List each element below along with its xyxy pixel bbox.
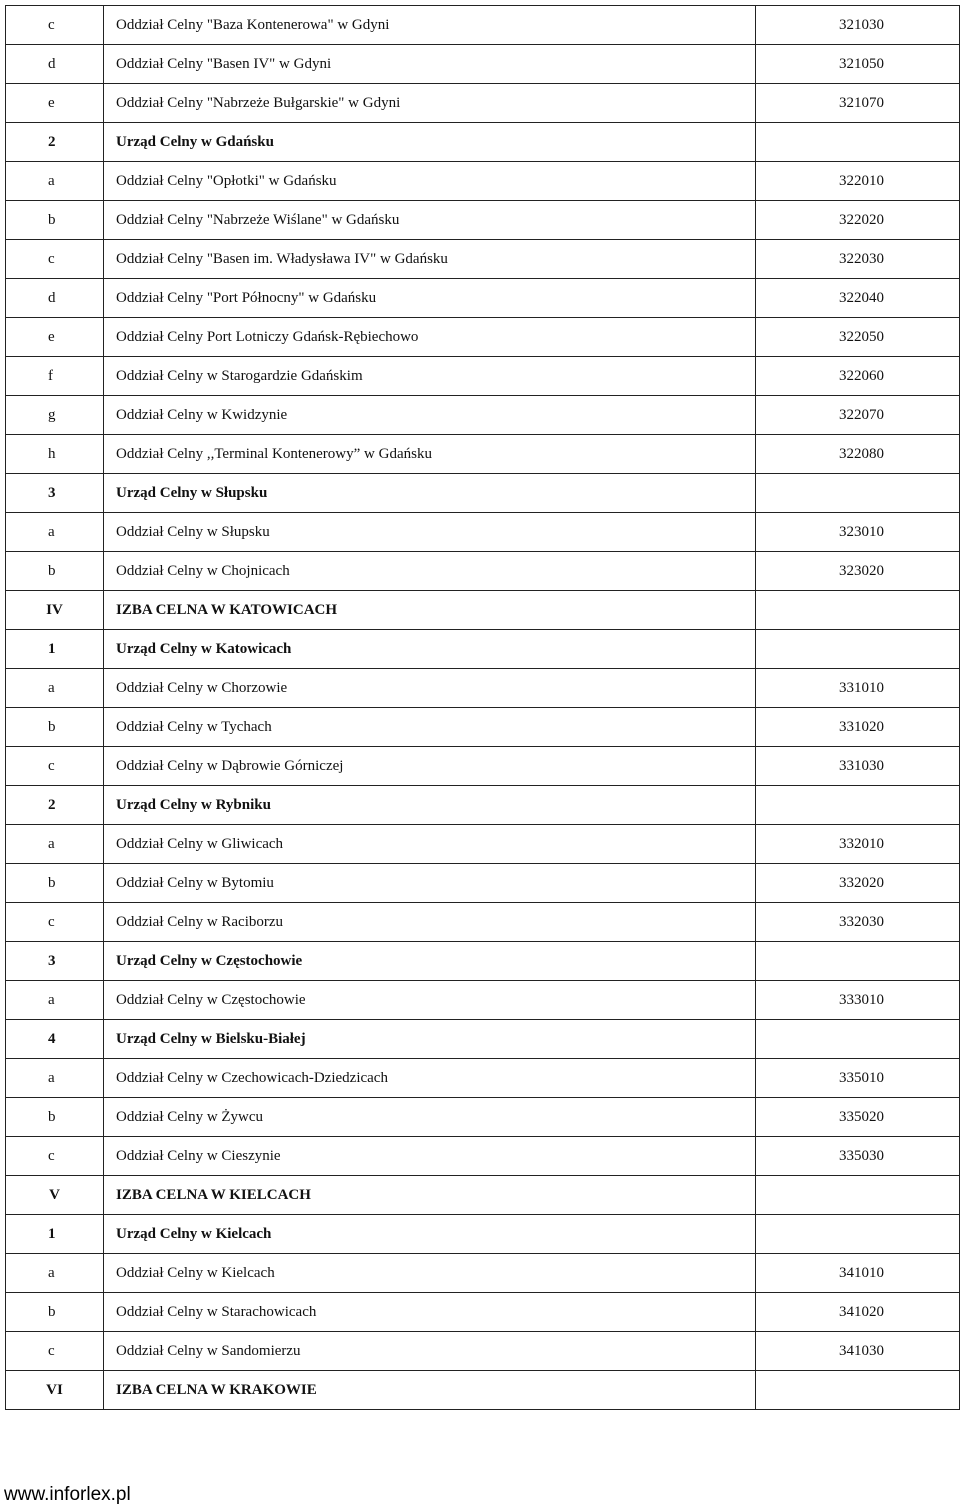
table-row <box>6 1176 960 1215</box>
row-name-cell: Urząd Celny w Słupsku <box>104 474 756 513</box>
table-row <box>6 123 960 162</box>
table-row <box>6 1137 960 1176</box>
row-letter-cell: 2 <box>6 786 104 825</box>
table-row <box>6 45 960 84</box>
row-code-cell <box>756 942 960 981</box>
row-letter-cell: IV <box>6 591 104 630</box>
row-code-cell: 321030 <box>756 6 960 45</box>
row-name-cell: Oddział Celny "Opłotki" w Gdańsku <box>104 162 756 201</box>
row-letter-cell: a <box>6 513 104 552</box>
table-row <box>6 1020 960 1059</box>
row-name-cell: Oddział Celny w Kielcach <box>104 1254 756 1293</box>
row-name-cell: Oddział Celny w Cieszynie <box>104 1137 756 1176</box>
row-letter-cell: a <box>6 162 104 201</box>
row-code-cell: 331030 <box>756 747 960 786</box>
row-code-cell: 335030 <box>756 1137 960 1176</box>
row-letter-cell: c <box>6 1332 104 1371</box>
row-name-cell: Oddział Celny w Żywcu <box>104 1098 756 1137</box>
row-code-cell <box>756 1176 960 1215</box>
row-name-cell: Oddział Celny w Bytomiu <box>104 864 756 903</box>
row-name-cell: Oddział Celny w Częstochowie <box>104 981 756 1020</box>
row-code-cell <box>756 591 960 630</box>
table-row <box>6 903 960 942</box>
table-row <box>6 708 960 747</box>
row-letter-cell: f <box>6 357 104 396</box>
row-name-cell: Oddział Celny w Raciborzu <box>104 903 756 942</box>
row-letter-cell: a <box>6 1059 104 1098</box>
row-name-cell: Oddział Celny w Tychach <box>104 708 756 747</box>
table-row <box>6 240 960 279</box>
row-letter-cell: c <box>6 747 104 786</box>
row-code-cell: 321050 <box>756 45 960 84</box>
table-row <box>6 981 960 1020</box>
row-name-cell: Oddział Celny w Starogardzie Gdańskim <box>104 357 756 396</box>
row-code-cell <box>756 123 960 162</box>
table-row <box>6 942 960 981</box>
row-code-cell: 335020 <box>756 1098 960 1137</box>
row-code-cell: 323010 <box>756 513 960 552</box>
row-code-cell: 341030 <box>756 1332 960 1371</box>
row-name-cell: Oddział Celny w Kwidzynie <box>104 396 756 435</box>
row-code-cell: 332020 <box>756 864 960 903</box>
table-body <box>6 6 960 1410</box>
row-letter-cell: a <box>6 1254 104 1293</box>
table-row <box>6 669 960 708</box>
row-letter-cell: e <box>6 84 104 123</box>
row-letter-cell: b <box>6 552 104 591</box>
row-code-cell: 322020 <box>756 201 960 240</box>
row-name-cell: IZBA CELNA W KATOWICACH <box>104 591 756 630</box>
table-row <box>6 318 960 357</box>
table-row <box>6 591 960 630</box>
row-letter-cell: 4 <box>6 1020 104 1059</box>
table-row <box>6 1332 960 1371</box>
row-code-cell: 331020 <box>756 708 960 747</box>
row-letter-cell: 1 <box>6 1215 104 1254</box>
row-code-cell: 332010 <box>756 825 960 864</box>
row-letter-cell: a <box>6 981 104 1020</box>
row-name-cell: Oddział Celny Port Lotniczy Gdańsk-Rębiechowo <box>104 318 756 357</box>
table-row <box>6 201 960 240</box>
row-code-cell <box>756 630 960 669</box>
table-row <box>6 1059 960 1098</box>
row-letter-cell: a <box>6 825 104 864</box>
row-name-cell: Urząd Celny w Gdańsku <box>104 123 756 162</box>
row-name-cell: Oddział Celny w Dąbrowie Górniczej <box>104 747 756 786</box>
row-name-cell: Urząd Celny w Kielcach <box>104 1215 756 1254</box>
table-row <box>6 6 960 45</box>
row-name-cell: Oddział Celny "Nabrzeże Wiślane" w Gdańsku <box>104 201 756 240</box>
table-row <box>6 747 960 786</box>
row-name-cell: Urząd Celny w Częstochowie <box>104 942 756 981</box>
row-name-cell: Urząd Celny w Bielsku-Białej <box>104 1020 756 1059</box>
row-name-cell: Oddział Celny "Basen IV" w Gdyni <box>104 45 756 84</box>
table-row <box>6 474 960 513</box>
row-code-cell: 341010 <box>756 1254 960 1293</box>
row-code-cell: 322010 <box>756 162 960 201</box>
table-row <box>6 1293 960 1332</box>
table-row <box>6 1098 960 1137</box>
row-letter-cell: a <box>6 669 104 708</box>
row-code-cell <box>756 474 960 513</box>
row-name-cell: Urząd Celny w Katowicach <box>104 630 756 669</box>
row-code-cell: 323020 <box>756 552 960 591</box>
row-name-cell: Oddział Celny w Starachowicach <box>104 1293 756 1332</box>
row-letter-cell: h <box>6 435 104 474</box>
row-name-cell: Oddział Celny "Baza Kontenerowa" w Gdyni <box>104 6 756 45</box>
table-row <box>6 1254 960 1293</box>
table-row <box>6 1371 960 1410</box>
row-name-cell: Urząd Celny w Rybniku <box>104 786 756 825</box>
row-name-cell: Oddział Celny "Nabrzeże Bułgarskie" w Gdyni <box>104 84 756 123</box>
table-row <box>6 864 960 903</box>
row-name-cell: Oddział Celny w Sandomierzu <box>104 1332 756 1371</box>
table-row <box>6 396 960 435</box>
row-code-cell: 335010 <box>756 1059 960 1098</box>
footer-link[interactable]: www.inforlex.pl <box>4 1484 131 1505</box>
row-letter-cell: 3 <box>6 474 104 513</box>
row-name-cell: Oddział Celny "Port Północny" w Gdańsku <box>104 279 756 318</box>
row-code-cell <box>756 1020 960 1059</box>
table-row <box>6 630 960 669</box>
table-row <box>6 786 960 825</box>
row-code-cell <box>756 1215 960 1254</box>
row-letter-cell: b <box>6 864 104 903</box>
row-letter-cell: 3 <box>6 942 104 981</box>
row-letter-cell: c <box>6 903 104 942</box>
row-letter-cell: d <box>6 279 104 318</box>
row-letter-cell: d <box>6 45 104 84</box>
row-code-cell: 322060 <box>756 357 960 396</box>
row-letter-cell: 2 <box>6 123 104 162</box>
row-letter-cell: e <box>6 318 104 357</box>
row-name-cell: Oddział Celny w Chorzowie <box>104 669 756 708</box>
row-name-cell: IZBA CELNA W KRAKOWIE <box>104 1371 756 1410</box>
row-code-cell: 322030 <box>756 240 960 279</box>
table-row <box>6 825 960 864</box>
table-row <box>6 84 960 123</box>
row-letter-cell: b <box>6 1098 104 1137</box>
row-letter-cell: c <box>6 6 104 45</box>
row-code-cell: 332030 <box>756 903 960 942</box>
table-row <box>6 162 960 201</box>
table-row <box>6 279 960 318</box>
row-code-cell: 322070 <box>756 396 960 435</box>
table-row <box>6 357 960 396</box>
table-row <box>6 513 960 552</box>
table-row <box>6 435 960 474</box>
row-letter-cell: b <box>6 708 104 747</box>
row-name-cell: Oddział Celny "Basen im. Władysława IV" w Gdańsku <box>104 240 756 279</box>
row-name-cell: Oddział Celny ,,Terminal Kontenerowy” w Gdańsku <box>104 435 756 474</box>
row-name-cell: Oddział Celny w Gliwicach <box>104 825 756 864</box>
row-code-cell <box>756 786 960 825</box>
row-letter-cell: g <box>6 396 104 435</box>
row-name-cell: Oddział Celny w Chojnicach <box>104 552 756 591</box>
row-code-cell: 333010 <box>756 981 960 1020</box>
row-letter-cell: V <box>6 1176 104 1215</box>
row-letter-cell: c <box>6 240 104 279</box>
row-code-cell <box>756 1371 960 1410</box>
row-code-cell: 322040 <box>756 279 960 318</box>
row-letter-cell: 1 <box>6 630 104 669</box>
row-name-cell: IZBA CELNA W KIELCACH <box>104 1176 756 1215</box>
row-letter-cell: b <box>6 201 104 240</box>
row-code-cell: 322050 <box>756 318 960 357</box>
customs-office-table <box>5 5 960 1410</box>
row-letter-cell: VI <box>6 1371 104 1410</box>
row-name-cell: Oddział Celny w Czechowicach-Dziedzicach <box>104 1059 756 1098</box>
row-letter-cell: b <box>6 1293 104 1332</box>
row-code-cell: 322080 <box>756 435 960 474</box>
row-code-cell: 331010 <box>756 669 960 708</box>
row-code-cell: 321070 <box>756 84 960 123</box>
row-name-cell: Oddział Celny w Słupsku <box>104 513 756 552</box>
row-letter-cell: c <box>6 1137 104 1176</box>
table-row <box>6 552 960 591</box>
row-code-cell: 341020 <box>756 1293 960 1332</box>
table-row <box>6 1215 960 1254</box>
